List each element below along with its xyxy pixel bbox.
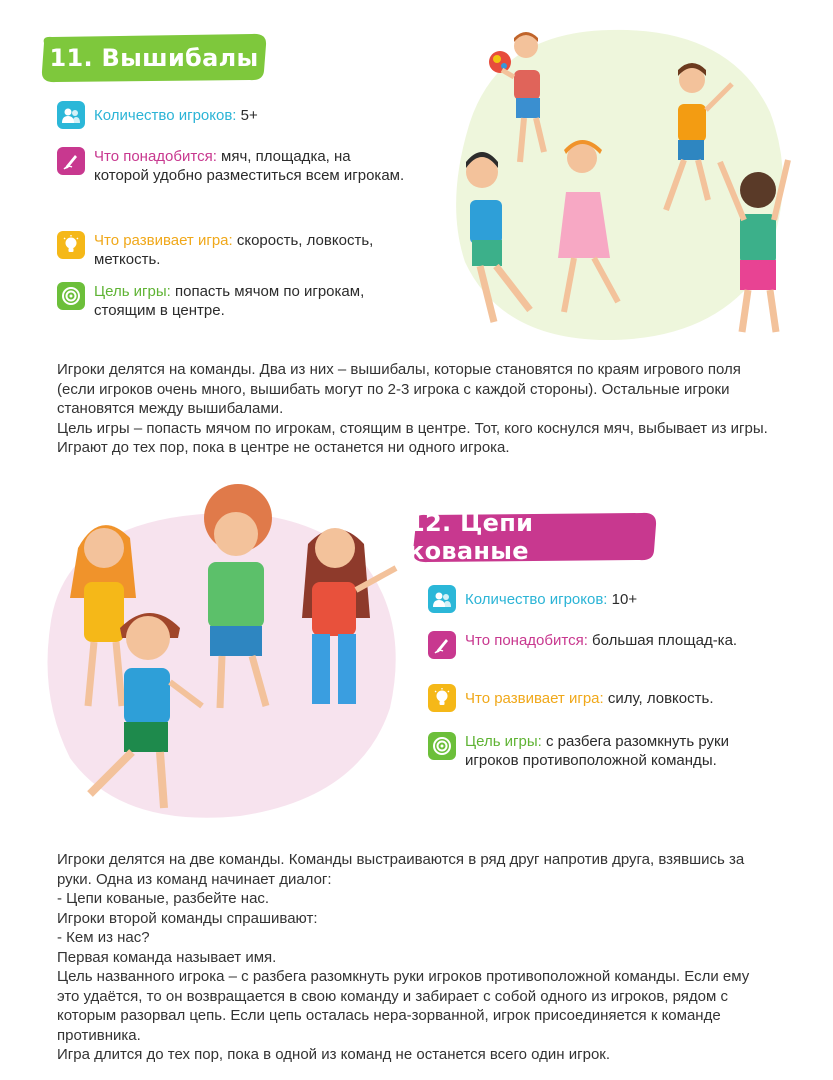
players-label: Количество игроков: [465, 591, 608, 608]
game-12-section [0, 470, 833, 1080]
players-value: 10+ [611, 591, 638, 608]
develops-row [428, 684, 808, 712]
players-row [57, 101, 417, 129]
needs-row [428, 631, 788, 659]
game-12-paragraph: - Цепи кованые, разбейте нас. [57, 890, 270, 907]
lightbulb-icon [428, 684, 456, 712]
goal-value: попасть мячом по игрокам, стоящим в центре. [94, 283, 365, 319]
game-11-title: 11. Вышибалы [49, 44, 259, 72]
players-row [428, 585, 808, 613]
game-11-description [57, 360, 777, 458]
game-12-paragraph: Игра длится до тех пор, пока в одной из команд не останется всего один игрок. [57, 1046, 611, 1063]
needs-row [57, 147, 417, 185]
develops-value: скорость, ловкость, меткость. [94, 232, 374, 268]
target-icon [57, 282, 85, 310]
develops-label: Что развивает игра: [465, 690, 604, 707]
goal-label: Цель игры: [465, 733, 542, 750]
people-icon [57, 101, 85, 129]
game-12-title-banner [408, 511, 660, 563]
needs-value: большая площад-ка. [592, 632, 738, 649]
dodgeball-kids-illustration [440, 22, 820, 352]
pen-icon [57, 147, 85, 175]
players-label: Количество игроков: [94, 107, 237, 124]
needs-label: Что понадобится: [94, 148, 217, 165]
game-12-paragraph: Цель названного игрока – с разбега разомкнуть руки игроков противоположной команды. Если ему это удаётся, то он возвращается в свою команду и забирает с собой одного из игроков, рядом с которым разорвал цепь. Если цепь осталась нера-зорванной, игрок присоединяется к команде противника. [57, 968, 750, 1044]
game-12-paragraph: - Кем из нас? [57, 929, 150, 946]
goal-row [57, 282, 437, 320]
develops-label: Что развивает игра: [94, 232, 233, 249]
lightbulb-icon [57, 231, 85, 259]
develops-value: силу, ловкость. [607, 690, 714, 707]
players-value: 5+ [240, 107, 258, 124]
game-11-title-banner [38, 33, 270, 83]
target-icon [428, 732, 456, 760]
goal-row [428, 732, 808, 770]
game-12-paragraph: Игроки второй команды спрашивают: [57, 909, 318, 927]
game-12-paragraph: Игроки делятся на две команды. Команды выстраиваются в ряд друг напротив друга, взявшись за руки. Одна из команд начинает диалог: [57, 851, 745, 888]
game-11-paragraph: Игроки делятся на команды. Два из них – вышибалы, которые становятся по краям игрового поля (если игроков очень много, вышибать могут по 2-3 игрока с каждой стороны). Остальные игроки становятся между вышибалами. [57, 361, 741, 417]
game-12-paragraph: Первая команда называет имя. [57, 948, 277, 966]
game-11-section [0, 0, 833, 470]
chain-kids-illustration [40, 478, 410, 828]
goal-value: с разбега разомкнуть руки игроков противоположной команды. [465, 733, 730, 769]
game-11-paragraph: Цель игры – попасть мячом по игрокам, стоящим в центре. Тот, кого коснулся мяч, выбывает из игры. Играют до тех пор, пока в центре не останется ни одного игрока. [57, 419, 768, 456]
needs-label: Что понадобится: [465, 632, 588, 649]
needs-value: мяч, площадка, на которой удобно разместиться всем игрокам. [94, 148, 405, 184]
develops-row [57, 231, 447, 269]
people-icon [428, 585, 456, 613]
goal-label: Цель игры: [94, 283, 171, 300]
pen-icon [428, 631, 456, 659]
game-12-description [57, 850, 769, 1065]
game-12-title: 12. Цепи кованые [408, 509, 534, 565]
